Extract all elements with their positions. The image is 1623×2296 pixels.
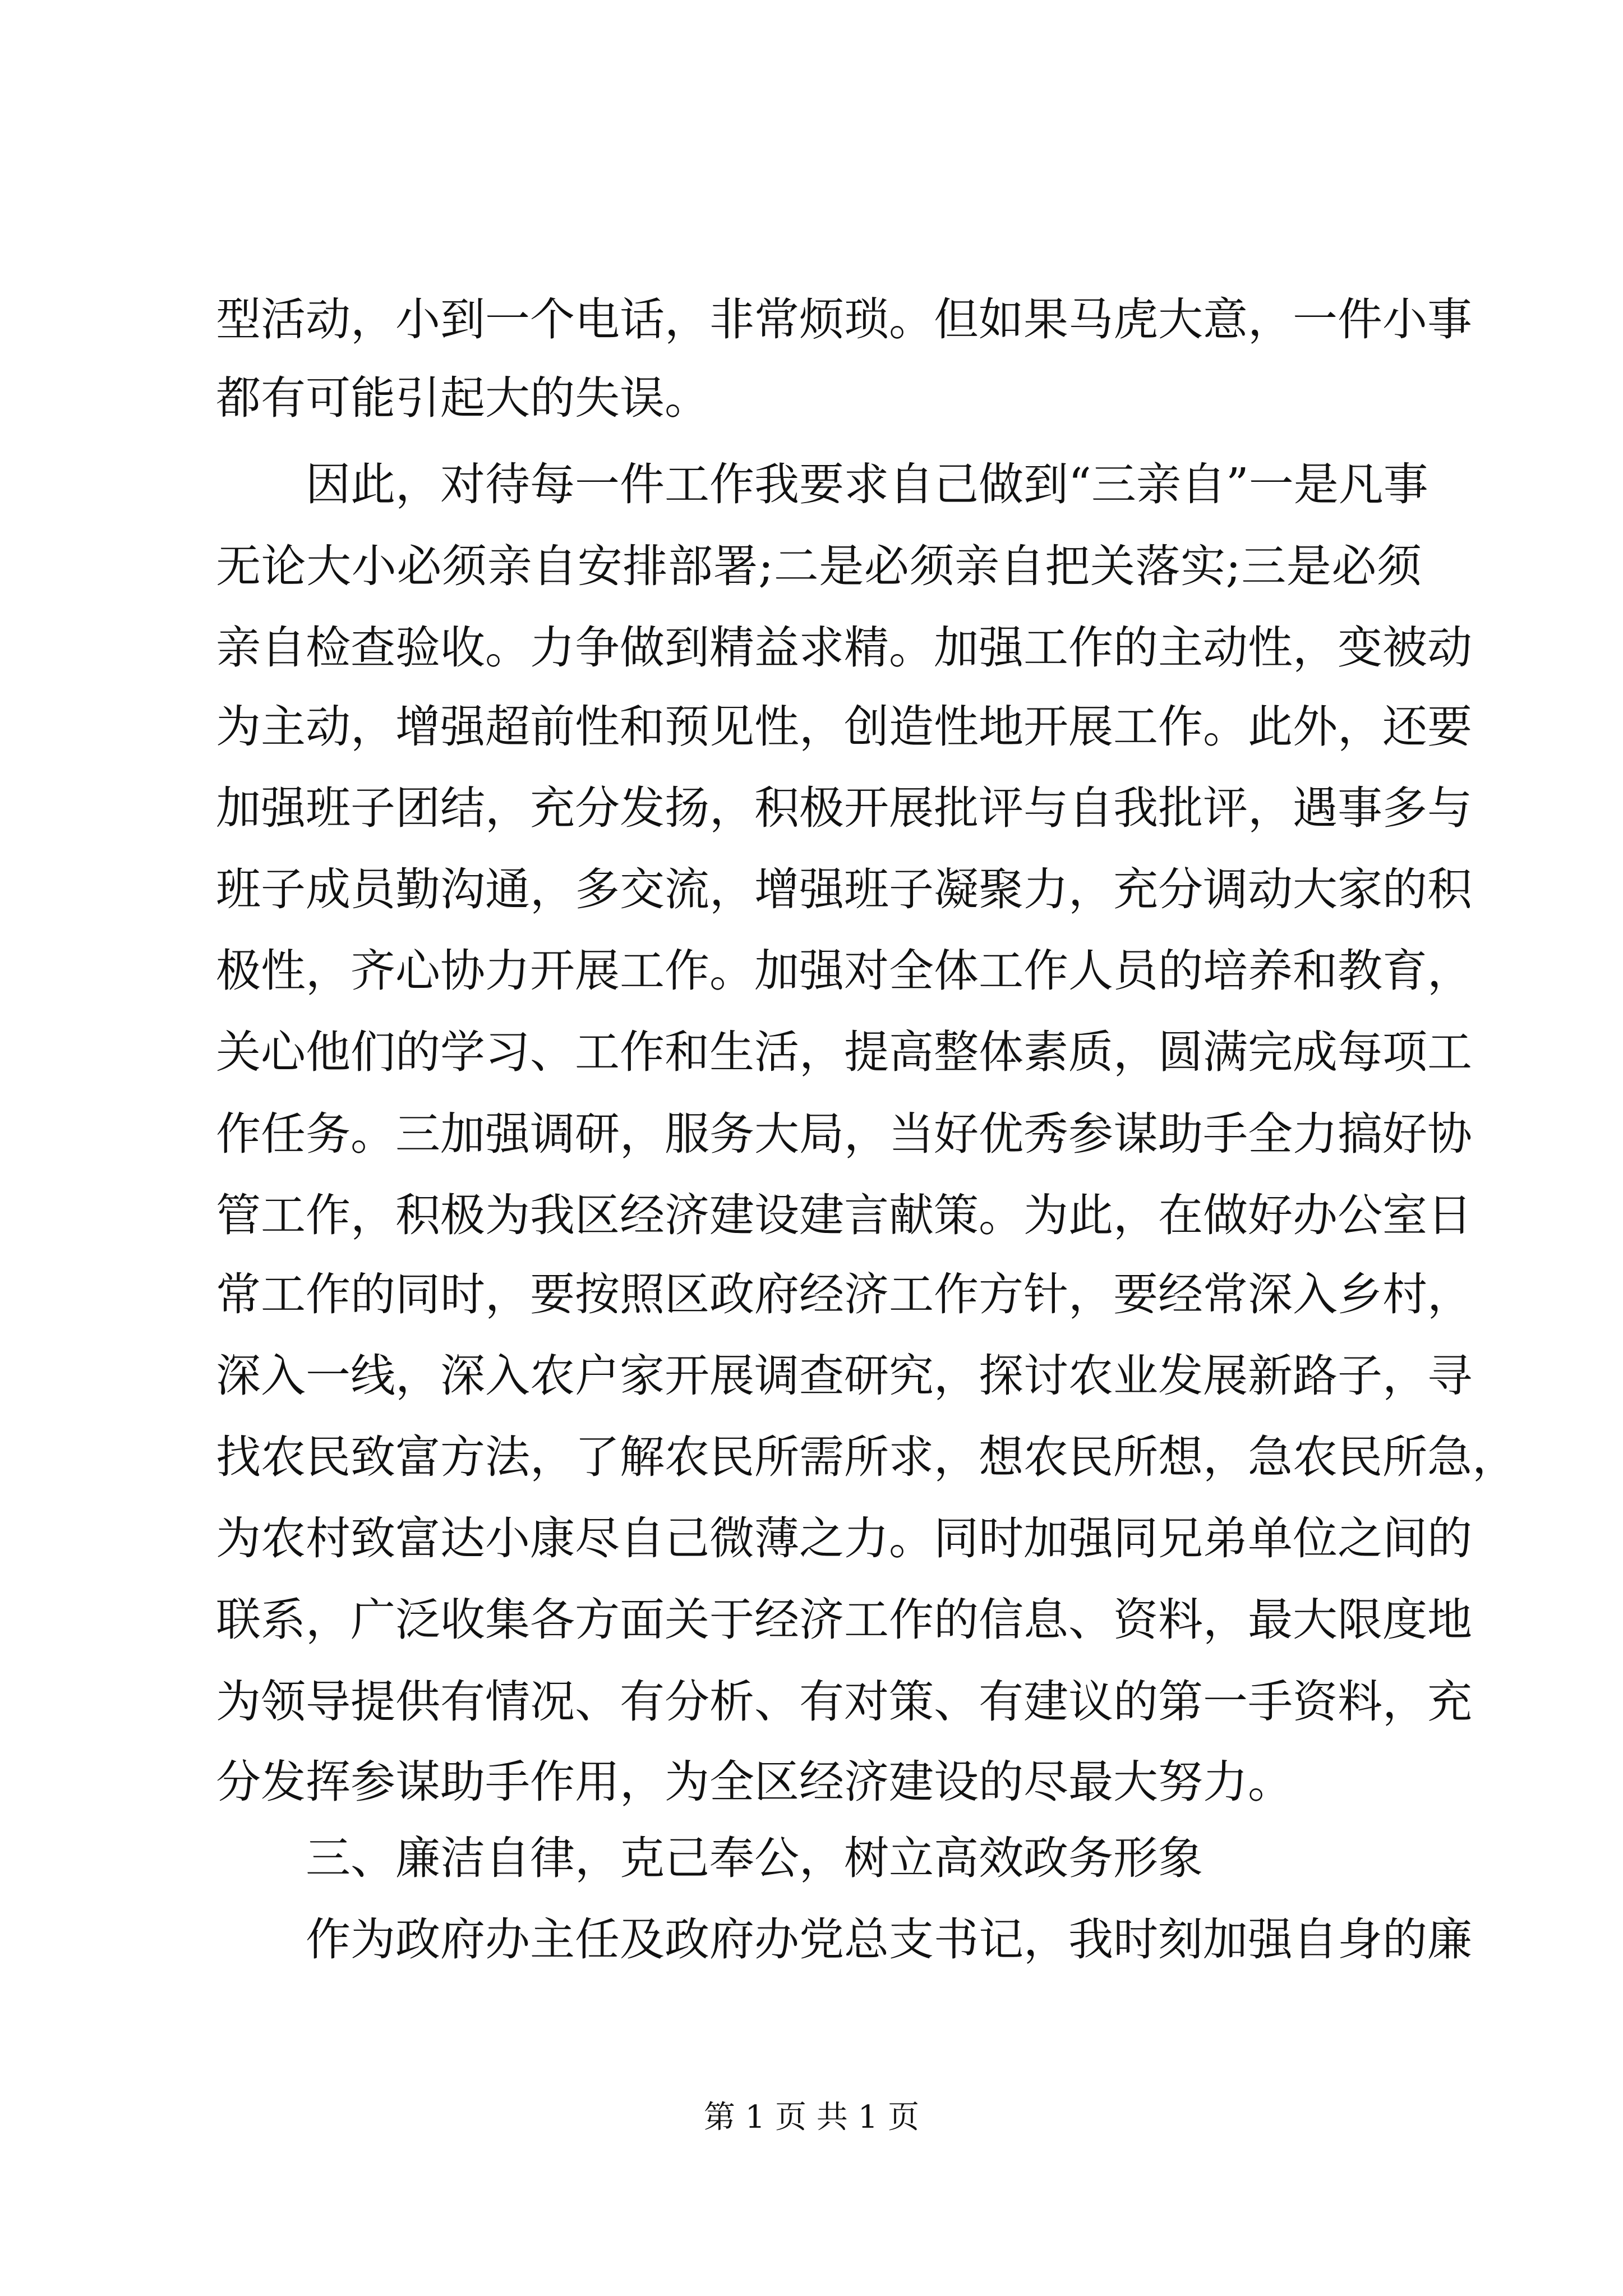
text-line: 深入一线，深入农户家开展调查研究，探讨农业发展新路子，寻 bbox=[216, 1350, 1472, 1402]
text-line: 加强班子团结，充分发扬，积极开展批评与自我批评，遇事多与 bbox=[216, 782, 1472, 834]
text-line: 关心他们的学习、工作和生活，提高整体素质，圆满完成每项工 bbox=[216, 1026, 1472, 1078]
text-line: 亲自检查验收。力争做到精益求精。加强工作的主动性，变被动 bbox=[216, 622, 1472, 674]
text-line: 型活动，小到一个电话，非常烦琐。但如果马虎大意，一件小事 bbox=[216, 293, 1472, 346]
text-line: 管工作，积极为我区经济建设建言献策。为此，在做好办公室日 bbox=[216, 1189, 1472, 1241]
text-line: 都有可能引起大的失误。 bbox=[216, 372, 709, 424]
text-line: 联系，广泛收集各方面关于经济工作的信息、资料，最大限度地 bbox=[216, 1594, 1472, 1646]
page-number-label: 第 1 页 共 1 页 bbox=[703, 2099, 920, 2136]
text-line: 班子成员勤沟通，多交流，增强班子凝聚力，充分调动大家的积 bbox=[216, 863, 1472, 915]
text-line: 为农村致富达小康尽自己微薄之力。同时加强同兄弟单位之间的 bbox=[216, 1512, 1472, 1565]
text-line: 找农民致富方法，了解农民所需所求，想农民所想，急农民所急， bbox=[216, 1431, 1517, 1483]
section-heading: 三、廉洁自律，克己奉公，树立高效政务形象 bbox=[306, 1832, 1203, 1884]
text-line: 作任务。三加强调研，服务大局，当好优秀参谋助手全力搞好协 bbox=[216, 1108, 1472, 1160]
text-line: 常工作的同时，要按照区政府经济工作方针，要经常深入乡村， bbox=[216, 1268, 1472, 1320]
text-line: 极性，齐心协力开展工作。加强对全体工作人员的培养和教育， bbox=[216, 945, 1472, 997]
page-footer bbox=[0, 2098, 1623, 2137]
text-line: 无论大小必须亲自安排部署;二是必须亲自把关落实;三是必须 bbox=[216, 540, 1422, 592]
text-line: 分发挥参谋助手作用，为全区经济建设的尽最大努力。 bbox=[216, 1756, 1293, 1808]
paragraph-first-line: 因此，对待每一件工作我要求自己做到“三亲自”一是凡事 bbox=[306, 458, 1428, 510]
text-line: 为领导提供有情况、有分析、有对策、有建议的第一手资料，充 bbox=[216, 1676, 1472, 1728]
text-line: 为主动，增强超前性和预见性，创造性地开展工作。此外，还要 bbox=[216, 701, 1472, 753]
paragraph-first-line: 作为政府办主任及政府办党总支书记，我时刻加强自身的廉 bbox=[306, 1913, 1472, 1966]
